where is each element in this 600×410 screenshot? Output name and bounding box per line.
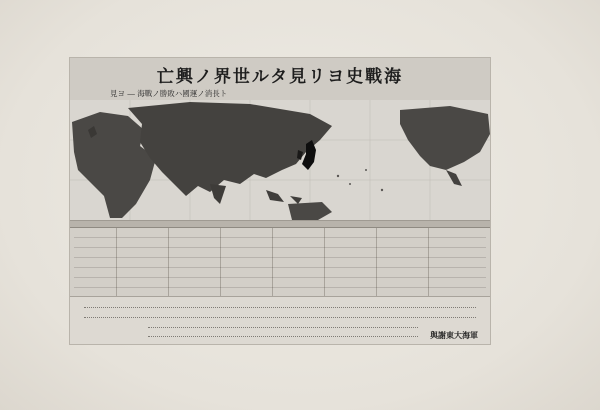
notes-text-line bbox=[84, 301, 476, 308]
table-column-divider bbox=[324, 228, 325, 296]
poster-plate bbox=[70, 58, 490, 344]
table-text-line bbox=[74, 287, 486, 288]
table-column-divider bbox=[168, 228, 169, 296]
table-column-divider bbox=[376, 228, 377, 296]
table-text-line bbox=[74, 257, 486, 258]
table-column-divider bbox=[428, 228, 429, 296]
notes-text-line bbox=[84, 311, 476, 318]
poster-title: 亡興ノ界世ルタ見リヨ史戰海 bbox=[156, 67, 404, 87]
world-map bbox=[70, 100, 490, 220]
notes-text-line bbox=[148, 321, 418, 328]
notes-text-line bbox=[148, 330, 418, 337]
table-column-divider bbox=[116, 228, 117, 296]
table-column-divider bbox=[272, 228, 273, 296]
publisher-credit: 與謝東大海軍 bbox=[430, 330, 478, 340]
world-map-graphic bbox=[70, 100, 490, 220]
table-text-line bbox=[74, 277, 486, 278]
table-text-line bbox=[74, 267, 486, 268]
table-text-line bbox=[74, 247, 486, 248]
naval-battle-timeline-table bbox=[70, 220, 490, 297]
table-text-line bbox=[74, 237, 486, 238]
table-header-band bbox=[70, 221, 490, 228]
table-column-divider bbox=[220, 228, 221, 296]
summary-notes bbox=[70, 296, 490, 344]
poster-subtitle: 見ヨ ― 海戰ノ勝敗ハ國運ノ消長ト bbox=[110, 89, 228, 98]
